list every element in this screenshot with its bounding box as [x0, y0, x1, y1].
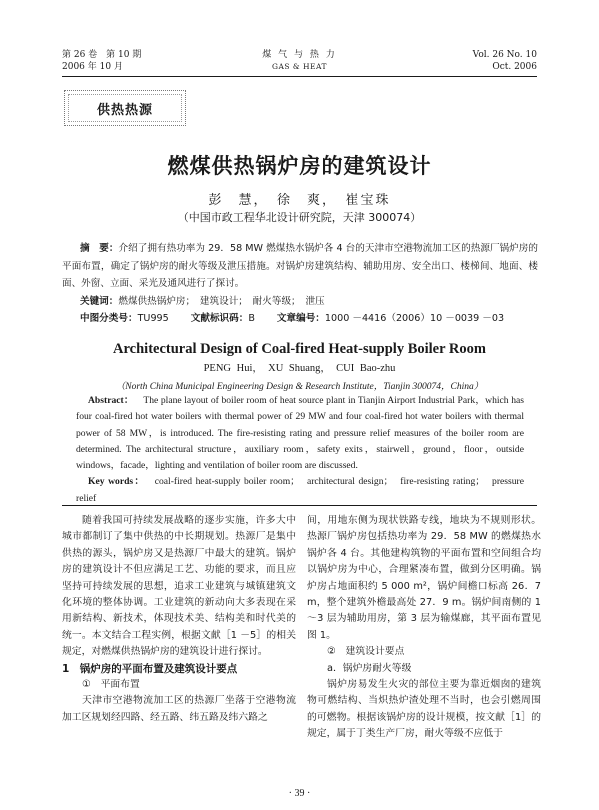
title-english: Architectural Design of Coal-fired Heat-supply Boiler Room: [113, 341, 486, 357]
subsection-heading-layout: ① 平面布置: [82, 679, 140, 691]
authors-english: PENG Hui， XU Shuang， CUI Bao-zhu: [203, 363, 396, 374]
abstract-cn-paragraph: 摘 要：介绍了拥有热功率为 29．58 MW 燃煤热水锅炉各 4 台的天津市空港物流加工区的热源厂锅炉房的平面布置，确定了锅炉房的耐火等级及泄压措施。对锅炉房建筑结构、辅助用房、安全出口、楼梯间、地面、楼面、外窗、立面、采光及通风进行了探讨。: [62, 243, 539, 289]
header-volume-info: 第 26 卷 第 10 期 2006 年 10 月: [62, 50, 142, 72]
header-divider: [62, 76, 537, 77]
section-tag: 供热热源: [64, 90, 186, 126]
page-number: · 39 ·: [288, 788, 311, 799]
affiliation-chinese: （中国市政工程华北设计研究院，天津 300074）: [177, 211, 422, 224]
subsection-heading-design: ② 建筑设计要点: [327, 646, 405, 658]
abstract-chinese: [62, 240, 538, 328]
fire-rating-paragraph: 锅炉房易发生火灾的部位主要为靠近烟囱的建筑物可燃结构、当炽热炉渣处理不当时，也会引燃周围的可燃物。根据该锅炉房的设计规模，按文献［1］的规定，属于丁类生产厂房，耐火等级不应低于: [307, 679, 541, 740]
layout-paragraph: 天津市空港物流加工区的热源厂坐落于空港物流加工区规划经四路、经五路、纬五路及纬六路之: [62, 695, 296, 723]
abstract-divider: [62, 505, 537, 506]
keywords-cn: 关键词：燃煤供热锅炉房； 建筑设计； 耐火等级； 泄压: [80, 295, 325, 307]
document-code: 文献标识码：B: [190, 313, 255, 324]
section-heading-1: 1 锅炉房的平面布置及建筑设计要点: [62, 662, 238, 675]
title-chinese: 燃煤供热锅炉房的建筑设计: [167, 154, 432, 178]
abstract-en-paragraph: Abstract： The plane layout of boiler room of heat source plant in Tianjin Airport Industrial Park，which has four coal-fired hot water boilers with thermal power of 29 MW and four coal-fired hot water boilers with thermal power of 58 MW，is introduced. The fire-resisting rating and pressure relief measures of the boiler room are determined. The architectural structure，auxiliary room，safety exits，stairwell，ground，floor，outside windows，facade，lighting and ventilation of boiler room are discussed.: [76, 395, 525, 472]
layout-paragraph-continued: 间，用地东侧为现状铁路专线，地块为不规则形状。热源厂锅炉房包括热功率为 29．58 MW 的燃煤热水锅炉各 4 台。其他建构筑物的平面布置和空间组合均以锅炉房为中心，合理紧凑布置，做到分区明确。锅炉房占地面积约 5 000 m²，锅炉间檐口标高 26．7 m，整个建筑外檐最高处 27．9 m。锅炉间南侧的 1 ～3 层为辅助用房，第 3 层为输煤廊，其平面布置见图 1。: [307, 515, 541, 641]
subsubsection-heading-fire-rating: a．锅炉房耐火等级: [327, 662, 412, 674]
classification-line: [62, 310, 538, 328]
abstract-english: [76, 393, 524, 507]
header-volume-info-en: Vol. 26 No. 10 Oct. 2006: [472, 50, 537, 72]
authors-chinese: 彭 慧， 徐 爽， 崔宝珠: [208, 193, 391, 208]
intro-paragraph: 随着我国可持续发展战略的逐步实施，许多大中城市都制订了集中供热的中长期规划。热源厂是集中供热的源头，锅炉房又是热源厂中最大的建筑。锅炉房的建筑设计不但应满足工艺、功能的要求，而且应坚持可持续发展的思想，追求工业建筑与城镇建筑文化环境的整体协调。工业建筑的新动向大多表现在采用新结构、新技术，体现技术美、结构美和时代美的统一。本文结合工程实例，根据文献［1 －5］的相关规定，对燃煤供热锅炉房的建筑设计进行探讨。: [62, 515, 296, 658]
header-journal-name: 煤 气 与 热 力 GAS & HEAT: [262, 50, 337, 71]
affiliation-english: （North China Municipal Engineering Design & Research Institute，Tianjin 300074，China）: [115, 382, 484, 392]
body-column-left: [62, 513, 296, 726]
body-column-right: [307, 513, 541, 743]
keywords-en: Key words： coal-fired heat-supply boiler room； architectural design； fire-resisting rating； pressure relief: [76, 476, 524, 504]
clc-number: 中图分类号：TU995: [80, 313, 169, 324]
article-number: 文章编号：1000 －4416（2006）10 －0039 －03: [276, 313, 505, 324]
